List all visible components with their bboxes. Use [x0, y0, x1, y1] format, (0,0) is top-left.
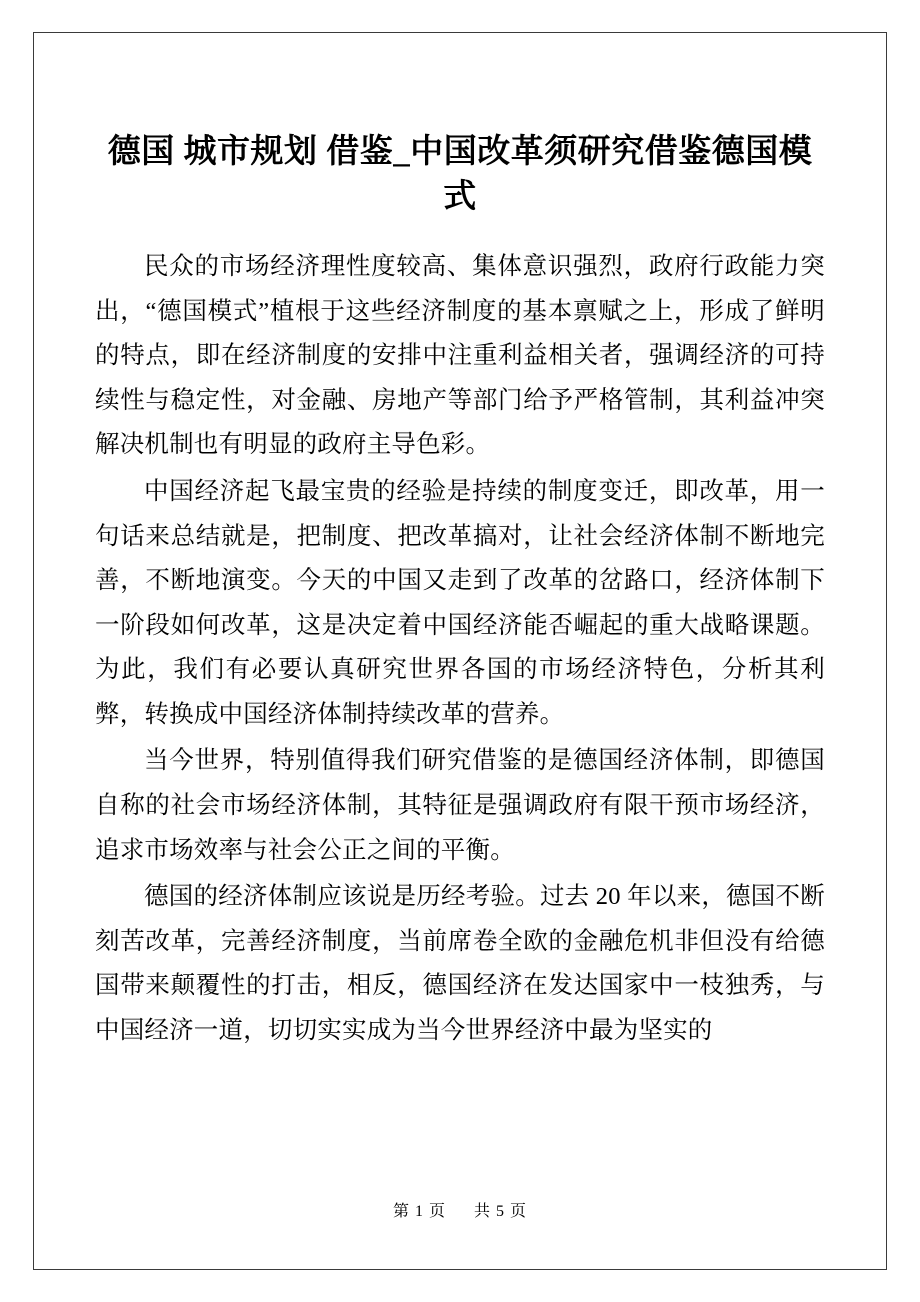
document-content — [95, 130, 825, 1056]
paragraph: 中国经济起飞最宝贵的经验是持续的制度变迁，即改革，用一句话来总结就是，把制度、把改革搞对，让社会经济体制不断地完善，不断地演变。今天的中国又走到了改革的岔路口，经济体制下一阶段如何改革，这是决定着中国经济能否崛起的重大战略课题。为此，我们有必要认真研究世界各国的市场经济特色，分析其利弊，转换成中国经济体制持续改革的营养。 — [95, 477, 825, 728]
paragraph: 民众的市场经济理性度较高、集体意识强烈，政府行政能力突出，“德国模式”植根于这些经济制度的基本禀赋之上，形成了鲜明的特点，即在经济制度的安排中注重利益相关者，强调经济的可持续性与稳定性，对金融、房地产等部门给予严格管制，其利益冲突解决机制也有明显的政府主导色彩。 — [95, 253, 825, 459]
paragraph: 当今世界，特别值得我们研究借鉴的是德国经济体制，即德国自称的社会市场经济体制，其特征是强调政府有限干预市场经济，追求市场效率与社会公正之间的平衡。 — [95, 747, 825, 864]
footer-total-pages: 共 5 页 — [474, 1203, 528, 1220]
page-footer — [0, 1198, 920, 1221]
page-title: 德国 城市规划 借鉴_中国改革须研究借鉴德国模式 — [107, 134, 813, 215]
document-body — [95, 245, 825, 1053]
paragraph: 德国的经济体制应该说是历经考验。过去 20 年以来，德国不断刻苦改革，完善经济制度，当前席卷全欧的金融危机非但没有给德国带来颠覆性的打击，相反，德国经济在发达国家中一枝独秀，与中国经济一道，切切实实成为当今世界经济中最为坚实的 — [95, 883, 825, 1044]
footer-current-page: 第 1 页 — [392, 1203, 446, 1220]
